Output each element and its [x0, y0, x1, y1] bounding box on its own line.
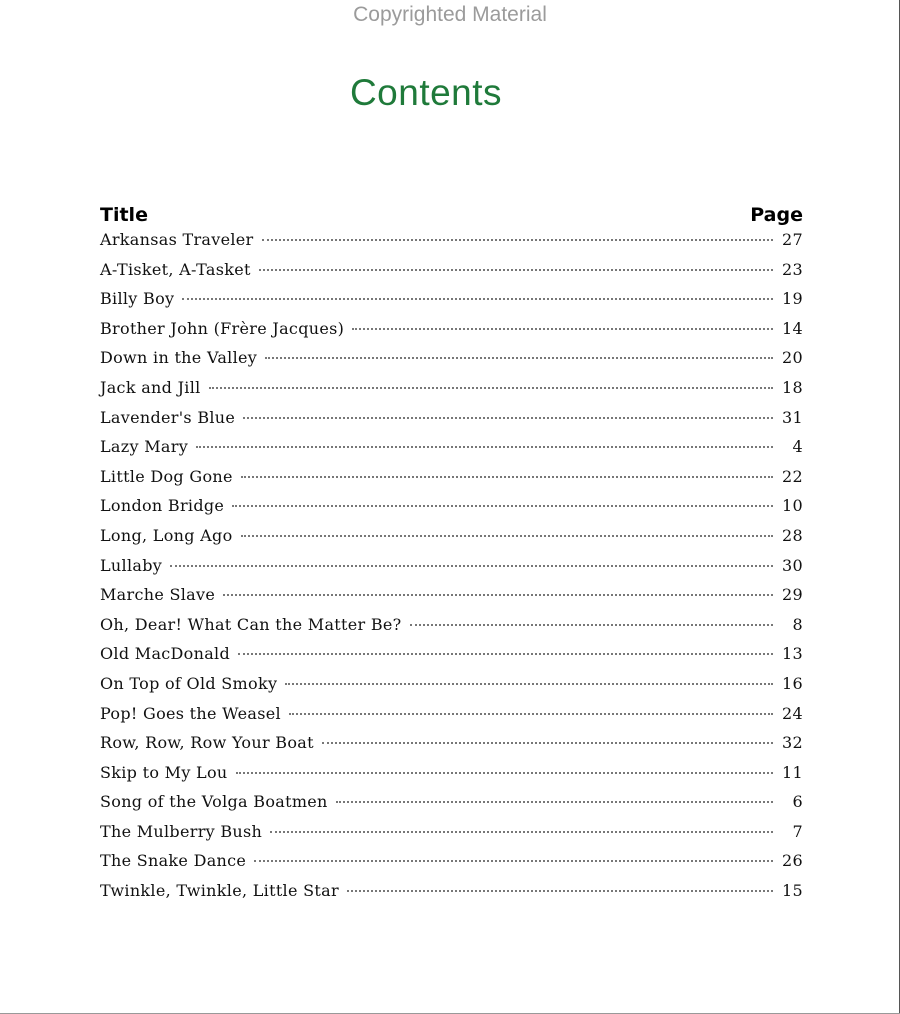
- entry-title: Little Dog Gone: [100, 466, 233, 486]
- toc-entry[interactable]: [100, 851, 803, 881]
- entry-title: Row, Row, Row Your Boat: [100, 733, 314, 753]
- entry-page-number: 14: [782, 318, 803, 338]
- toc-entry[interactable]: [100, 526, 803, 556]
- toc-entries: [100, 230, 803, 911]
- dot-leader: [170, 565, 773, 567]
- page-title: Contents: [349, 72, 503, 113]
- dot-leader: [347, 890, 773, 892]
- dot-leader: [285, 683, 773, 685]
- toc-entry[interactable]: [100, 585, 803, 615]
- entry-title: Billy Boy: [100, 289, 175, 309]
- copyright-watermark: Copyrighted Material: [353, 3, 547, 26]
- table-of-contents: [100, 188, 803, 911]
- entry-page-number: 19: [782, 289, 803, 309]
- dot-leader: [270, 831, 773, 833]
- toc-entry[interactable]: [100, 348, 803, 378]
- entry-title: Jack and Jill: [100, 377, 201, 397]
- toc-entry[interactable]: [100, 408, 803, 438]
- toc-entry[interactable]: [100, 881, 803, 911]
- dot-leader: [336, 801, 773, 803]
- entry-title: Oh, Dear! What Can the Matter Be?: [100, 614, 402, 634]
- entry-title: Skip to My Lou: [100, 762, 228, 782]
- toc-entry[interactable]: [100, 230, 803, 260]
- toc-entry[interactable]: [100, 496, 803, 526]
- toc-entry[interactable]: [100, 704, 803, 734]
- dot-leader: [254, 860, 773, 862]
- dot-leader: [241, 476, 773, 478]
- title-column-header: Title: [100, 204, 148, 226]
- entry-title: Brother John (Frère Jacques): [100, 318, 345, 338]
- dot-leader: [241, 535, 774, 537]
- entry-title: The Mulberry Bush: [100, 821, 263, 841]
- entry-page-number: 13: [782, 644, 803, 664]
- entry-title: Pop! Goes the Weasel: [100, 703, 281, 723]
- entry-page-number: 28: [782, 525, 803, 545]
- entry-page-number: 24: [782, 703, 803, 723]
- entry-page-number: 31: [782, 407, 803, 427]
- entry-page-number: 10: [782, 496, 803, 516]
- page-column-header: Page: [750, 204, 803, 226]
- entry-title: London Bridge: [100, 496, 225, 516]
- dot-leader: [236, 772, 773, 774]
- dot-leader: [196, 446, 773, 448]
- entry-page-number: 26: [782, 851, 803, 871]
- dot-leader: [243, 417, 773, 419]
- dot-leader: [223, 594, 773, 596]
- entry-title: Marche Slave: [100, 585, 216, 605]
- toc-entry[interactable]: [100, 763, 803, 793]
- toc-entry[interactable]: [100, 378, 803, 408]
- entry-page-number: 7: [792, 821, 803, 841]
- entry-page-number: 20: [782, 348, 803, 368]
- entry-page-number: 29: [782, 585, 803, 605]
- dot-leader: [182, 298, 773, 300]
- entry-title: A-Tisket, A-Tasket: [100, 259, 251, 279]
- dot-leader: [265, 357, 773, 359]
- toc-entry[interactable]: [100, 822, 803, 852]
- toc-entry[interactable]: [100, 556, 803, 586]
- toc-entry[interactable]: [100, 260, 803, 290]
- entry-title: Song of the Volga Boatmen: [100, 792, 328, 812]
- entry-title: Old MacDonald: [100, 644, 231, 664]
- dot-leader: [259, 269, 773, 271]
- toc-entry[interactable]: [100, 644, 803, 674]
- entry-title: Arkansas Traveler: [100, 230, 254, 249]
- toc-entry[interactable]: [100, 615, 803, 645]
- entry-page-number: 30: [782, 555, 803, 575]
- entry-title: The Snake Dance: [100, 851, 247, 871]
- entry-page-number: 22: [782, 466, 803, 486]
- entry-title: Lazy Mary: [100, 437, 189, 457]
- toc-entry[interactable]: [100, 792, 803, 822]
- dot-leader: [410, 624, 773, 626]
- entry-page-number: 27: [782, 230, 803, 249]
- toc-header: [100, 188, 803, 226]
- entry-title: Down in the Valley: [100, 348, 258, 368]
- toc-entry[interactable]: [100, 674, 803, 704]
- toc-entry[interactable]: [100, 467, 803, 497]
- dot-leader: [262, 239, 774, 241]
- entry-title: Lavender's Blue: [100, 407, 236, 427]
- toc-entry[interactable]: [100, 289, 803, 319]
- entry-page-number: 11: [782, 762, 803, 782]
- entry-page-number: 4: [792, 437, 803, 457]
- entry-title: Twinkle, Twinkle, Little Star: [100, 881, 339, 901]
- entry-page-number: 23: [782, 259, 803, 279]
- dot-leader: [232, 505, 773, 507]
- entry-page-number: 18: [782, 377, 803, 397]
- entry-page-number: 15: [782, 881, 803, 901]
- toc-entry[interactable]: [100, 733, 803, 763]
- dot-leader: [209, 387, 773, 389]
- dot-leader: [289, 713, 773, 715]
- toc-entry[interactable]: [100, 437, 803, 467]
- entry-title: On Top of Old Smoky: [100, 673, 278, 693]
- entry-page-number: 32: [782, 733, 803, 753]
- entry-title: Long, Long Ago: [100, 525, 233, 545]
- toc-entry[interactable]: [100, 319, 803, 349]
- entry-page-number: 16: [782, 673, 803, 693]
- dot-leader: [352, 328, 773, 330]
- entry-page-number: 6: [792, 792, 803, 812]
- entry-page-number: 8: [792, 614, 803, 634]
- dot-leader: [322, 742, 773, 744]
- entry-title: Lullaby: [100, 555, 163, 575]
- dot-leader: [238, 653, 773, 655]
